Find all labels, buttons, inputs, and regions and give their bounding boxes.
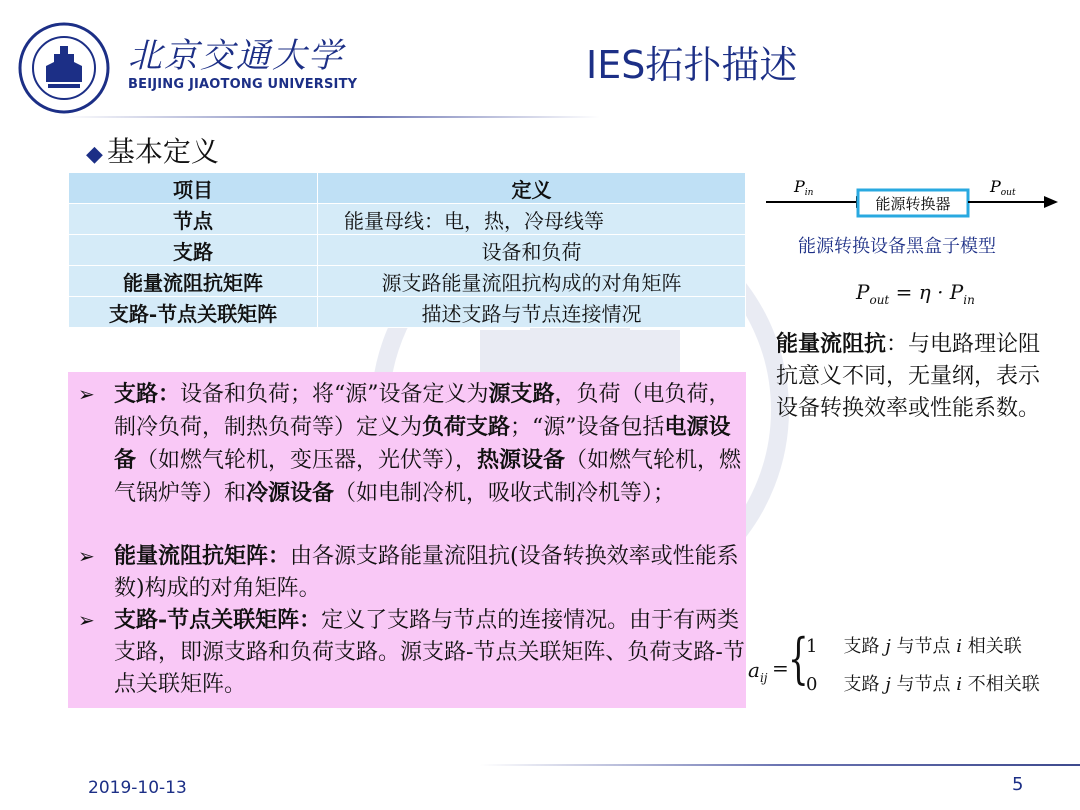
aij-sub: ij [759,671,768,685]
table-cell-definition: 描述支路与节点连接情况 [318,297,746,328]
bullet-bold: 热源设备 [477,447,566,473]
explanation-box [68,372,746,708]
case-var: i [956,674,962,695]
table-cell-item: 能量流阻抗矩阵 [69,266,318,297]
case-text: 不相关联 [962,674,1040,695]
table-cell-definition: 能量母线：电，热，冷母线等 [318,204,746,235]
blackbox-caption: 能源转换设备黑盒子模型 [798,236,996,257]
table-cell-definition: 源支路能量流阻抗构成的对角矩阵 [318,266,746,297]
bullet-text [114,540,752,605]
university-name-en: BEIJING JIAOTONG UNIVERSITY [128,77,358,92]
bullet-head: 能量流阻抗矩阵： [114,543,291,569]
diamond-bullet-icon: ◆ [86,142,103,167]
table-row [69,297,746,328]
case-var: j [885,636,891,657]
bullet-span: ；“源”设备包括 [510,415,665,440]
input-power-label [793,177,814,198]
definitions-table [68,172,746,328]
formula-sub: out [869,293,890,307]
table-row [69,204,746,235]
bullet-impedance-matrix [78,540,752,605]
case-text: 相关联 [962,636,1022,657]
aij-symbol [748,658,768,685]
table-cell-item: 节点 [69,204,318,235]
arrow-bullet-icon: ➢ [78,382,95,406]
arrow-bullet-icon: ➢ [78,544,95,568]
page-number: 5 [1012,774,1024,795]
blackbox-diagram [764,172,1064,222]
output-arrowhead-icon [1044,196,1058,208]
case-text: 与节点 [890,636,957,657]
output-power-symbol: P [990,177,1001,196]
footer-date: 2019-10-13 [88,778,187,798]
bullet-span: 定义了支路与节点的连接情况。由于有两类支路，即源支路和负荷支路。源支路-节点关联矩阵、负荷支路-节点关联矩阵。 [114,608,745,697]
output-power-sub: out [1000,188,1016,198]
input-power-sub: in [804,188,814,198]
bullet-head: 支路： [114,381,181,407]
bullet-span: （如燃气轮机，变压器，光伏等）， [136,448,478,473]
university-seal-logo [18,22,110,114]
aij-letter: a [748,658,760,682]
aij-case-connected [806,632,1022,658]
bullet-incidence-matrix [78,604,752,701]
impedance-head: 能量流阻抗 [776,331,887,357]
formula-rhs: = η · P [889,280,964,304]
impedance-text: ：与电路理论阻抗意义不同，无量纲，表示设备转换效率或性能系数。 [776,332,1041,421]
bullet-span: ，负荷（电负荷，制冷负荷，制热负荷等）定义为 [114,382,731,440]
case-text: 支路 [843,636,886,657]
bullet-bold: 电源设备 [114,414,731,473]
slide-title: IES拓扑描述 [586,43,798,87]
bullet-bold: 冷源设备 [246,480,335,506]
case-value: 0 [806,674,818,695]
case-text: 与节点 [890,674,957,695]
table-header-row [69,173,746,204]
bullet-span: 由各源支路能量流阻抗(设备转换效率或性能系数)构成的对角矩阵。 [114,544,739,601]
formula-symbol: P [856,280,870,304]
table-row [69,235,746,266]
bullet-text [114,604,752,701]
footer-divider [480,764,1080,766]
table-header-cell: 定义 [318,173,746,204]
table-cell-item: 支路 [69,235,318,266]
bullet-head: 支路-节点关联矩阵： [114,607,322,633]
title-divider [0,116,600,118]
university-name-cn: 北京交通大学 [128,36,344,76]
case-var: i [956,636,962,657]
efficiency-formula [856,280,975,307]
output-power-label [989,177,1016,198]
bullet-span: （如电制冷机，吸收式制冷机等）； [334,481,676,506]
left-brace-icon: { [788,627,809,690]
case-value: 1 [806,636,818,657]
bullet-branch [78,378,752,510]
table-row [69,266,746,297]
aij-equals: = [772,656,789,680]
case-text: 支路 [843,674,886,695]
impedance-description [776,328,1056,425]
input-power-symbol: P [794,177,805,196]
table-cell-definition: 设备和负荷 [318,235,746,266]
formula-sub: in [963,293,975,307]
bullet-span: 设备和负荷；将“源”设备定义为 [180,382,489,407]
bullet-span: （如燃气轮机，燃气锅炉等）和 [114,448,742,506]
bullet-text [114,378,752,510]
case-var: j [885,674,891,695]
converter-box-label: 能源转换器 [875,195,951,213]
section-heading-text: 基本定义 [106,135,219,168]
bullet-bold: 负荷支路 [422,414,511,440]
section-heading [86,130,219,170]
table-cell-item: 支路-节点关联矩阵 [69,297,318,328]
arrow-bullet-icon: ➢ [78,608,95,632]
table-header-cell: 项目 [69,173,318,204]
bullet-bold: 源支路 [488,381,555,407]
aij-case-not-connected [806,670,1040,696]
